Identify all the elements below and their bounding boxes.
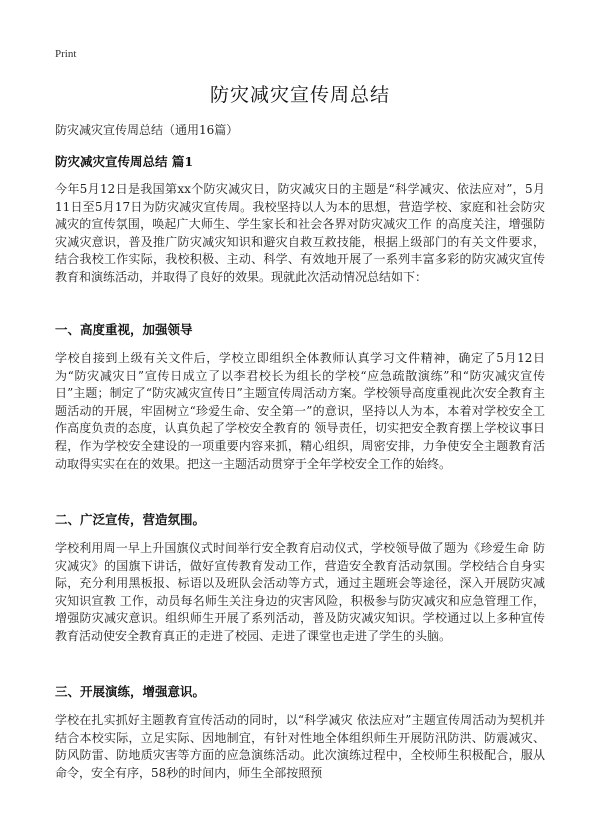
print-label[interactable]: Print [55,48,77,60]
section-body-3: 学校在扎实抓好主题教育宣传活动的同时，以“科学减灾 依法应对”主题宣传周活动为契机并结合本校实际，立足实际、因地制宜，有针对性地全体组织师生开展防汛防洪、防震减灾、防风防雷、防地质灾害等方面的应急演练活动。此次演练过程中，全校师生积极配合，服从命令，安全有序，58秒的时间内，师生全部按照预 [55,713,545,780]
document-title: 防灾减灾宣传周总结 [209,84,390,106]
section-heading-2: 二、广泛宣传，营造氛围。 [55,512,206,527]
section-heading-1: 一、高度重视，加强领导 [55,322,193,337]
section-body-2: 学校利用周一早上升国旗仪式时间举行安全教育启动仪式，学校领导做了题为《珍爱生命 防灾减灾》的国旗下讲话，做好宣传教育发动工作，营造安全教育活动氛围。学校结合自身实际，充分利用黑板报、标语以及班队会活动等方式，通过主题班会等途径，深入开展防灾减灾知识宣教 工作，动员每名师生关注身边的灾害风险，积极参与防灾减灾和应急管理工作，增强防灾减灾意识。组织师生开展了系列活动，普及防灾减灾知识。学校通过以上多种宣传教育活动使安全教育真正的走进了校园、走进了课堂也走进了学生的头脑。 [55,541,545,643]
section-heading-3: 三、开展演练，增强意识。 [55,684,206,699]
article-heading: 防灾减灾宣传周总结 篇1 [55,154,194,169]
section-body-1: 学校自接到上级有关文件后，学校立即组织全体教师认真学习文件精神，确定了5月12日为“防灾减灾日”宣传日成立了以李君校长为组长的学校“应急疏散演练”和“防灾减灾宣传日”主题；制定了“防灾减灾宣传日”主题宣传周活动方案。学校领导高度重视此次安全教育主题活动的开展，牢固树立“珍爱生命、安全第一”的意识，坚持以人为本，本着对学校安全工作高度负责的态度，认真负起了学校安全教育的 领导责任，切实把安全教育摆上学校议事日程，作为学校安全建设的一项重要内容来抓，精心组织，周密安排，力争使安全主题教育活动取得实实在在的效果。把这一主题活动贯穿于全年学校安全工作的始终。 [55,351,545,471]
document-subtitle: 防灾减灾宣传周总结（通用16篇） [55,123,239,137]
intro-paragraph: 今年5月12日是我国第xx个防灾减灾日，防灾减灾日的主题是“科学减灾、依法应对”，5月11日至5月17日为防灾减灾宣传周。我校坚持以人为本的思想，营造学校、家庭和社会防灾减灾的宣传氛围，唤起广大师生、学生家长和社会各界对防灾减灾工作 的高度关注，增强防灾减灾意识，普及推广防灾减灾知识和避灾自救互救技能，根据上级部门的有关文件要求，结合我校工作实际，我校积极、主动、科学、有效地开展了一系列丰富多彩的防灾减灾宣传教育和演练活动，并取得了良好的效果。现就此次活动情况总结如下： [55,182,545,284]
